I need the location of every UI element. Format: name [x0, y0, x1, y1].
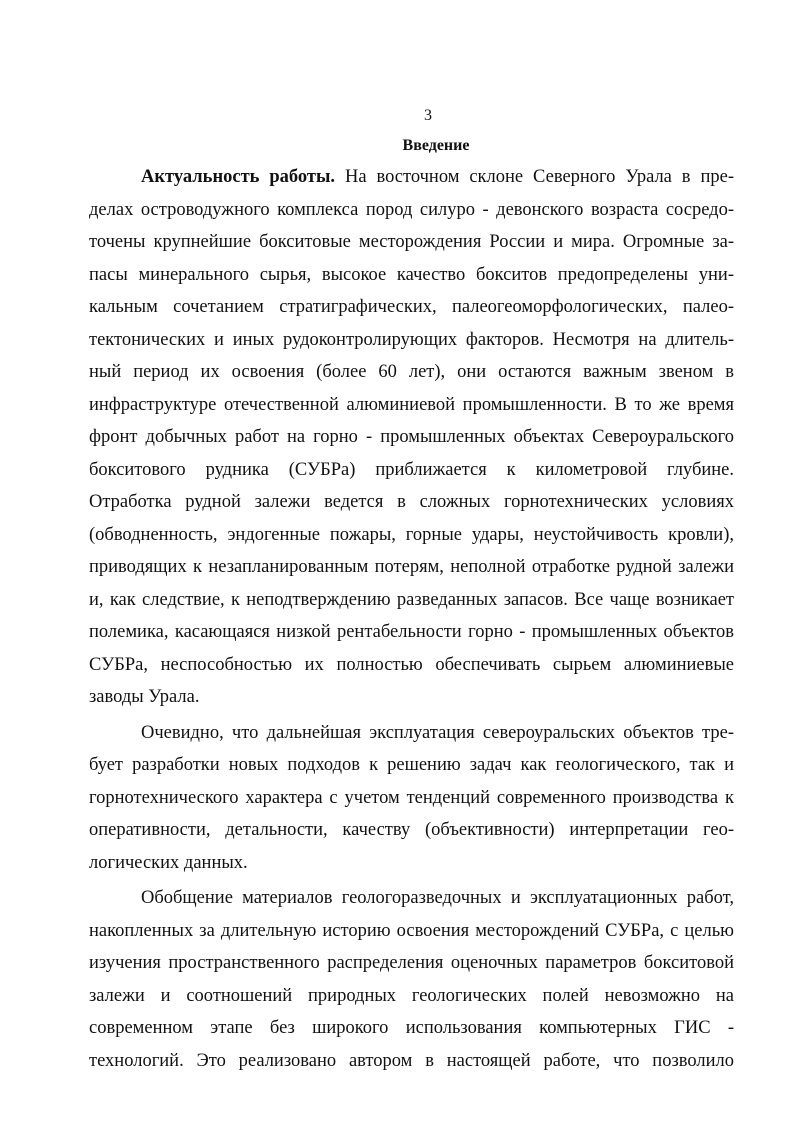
text-line: горнотехнического характера с учетом тенденций современного производства к — [89, 787, 734, 808]
text-line: приводящих к незапланированным потерям, неполной отработке рудной залежи — [89, 557, 734, 577]
text-line: кальным сочетанием стратиграфических, палеогеоморфологических, палео- — [89, 297, 734, 317]
text-line: Обобщение материалов геологоразведочных и эксплуатационных работ, — [141, 888, 734, 908]
page-number: 3 — [424, 107, 432, 124]
text-line: Очевидно, что дальнейшая эксплуатация североуральских объектов тре- — [141, 722, 734, 743]
text-line: бует разработки новых подходов к решению задач как геологического, так и — [89, 755, 734, 775]
text-line: накопленных за длительную историю освоения месторождений СУБРа, с целью — [89, 920, 734, 941]
body-text — [89, 161, 734, 1077]
text-line: и, как следствие, к неподтверждению разведанных запасов. Все чаще возникает — [89, 589, 734, 610]
text-line: технологий. Это реализовано автором в настоящей работе, что позволило — [89, 1050, 734, 1071]
text-line: оперативности, детальности, качеству (объективности) интерпретации гео- — [89, 820, 734, 840]
section-title: Введение — [402, 137, 470, 154]
text-line — [89, 161, 734, 194]
paragraph-relevance — [89, 161, 734, 714]
text-line: залежи и соотношений природных геологических полей невозможно на — [89, 985, 734, 1006]
text-line: пасы минерального сырья, высокое качество бокситов предопределены уни- — [89, 264, 734, 285]
text-line: инфраструктуре отечественной алюминиевой промышленности. В то же время — [89, 394, 734, 415]
paragraph-operation — [89, 717, 734, 880]
text-line: логических данных. — [89, 852, 248, 873]
text-line: бокситового рудника (СУБРа) приближается к километровой глубине. — [89, 459, 734, 480]
text-line: (обводненность, эндогенные пожары, горные удары, неустойчивость кровли), — [89, 524, 734, 545]
text-line: современном этапе без широкого использования компьютерных ГИС - — [89, 1018, 734, 1038]
paragraph-gis — [89, 882, 734, 1077]
text-line: ный период их освоения (более 60 лет), они остаются важным звеном в — [89, 362, 734, 382]
paragraph-lead: Актуальность работы. — [141, 167, 336, 187]
text-line: тектонических и иных рудоконтролирующих факторов. Несмотря на длитель- — [89, 329, 734, 350]
text-line: полемика, касающаяся низкой рентабельности горно - промышленных объектов — [89, 622, 734, 642]
text-line: изучения пространственного распределения оценочных параметров бокситовой — [89, 953, 734, 973]
text-line: точены крупнейшие бокситовые месторождения России и мира. Огромные за- — [89, 232, 734, 252]
text-line: Отработка рудной залежи ведется в сложных горнотехнических условиях — [89, 492, 734, 512]
text-line: заводы Урала. — [89, 687, 200, 707]
text-line: СУБРа, неспособностью их полностью обеспечивать сырьем алюминиевые — [89, 654, 734, 675]
text-line: фронт добычных работ на горно - промышленных объектах Североуральского — [89, 427, 734, 447]
text-line-content: На восточном склоне Северного Урала в пре- — [335, 167, 734, 187]
text-line: делах островодужного комплекса пород силуро - девонского возраста сосредо- — [89, 199, 734, 220]
